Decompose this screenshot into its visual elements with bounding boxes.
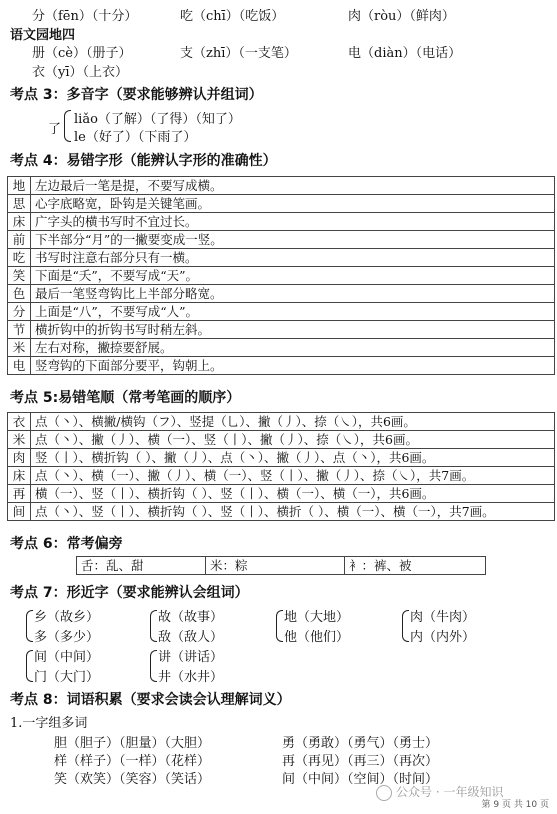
desc-cell: 横（一）、竖（丨）、横折钩（ ）、竖（丨）、横（一）、横（一），共6画。 (31, 485, 555, 503)
watermark-text: 公众号 · 一年级知识 (396, 785, 504, 799)
similar-char: 肉（牛肉） (410, 610, 476, 625)
similar-char: 门（大门） (34, 670, 100, 685)
table-row (8, 485, 555, 503)
table-row (8, 413, 555, 431)
desc-cell: 横折钩中的折钩书写时稍左斜。 (31, 321, 555, 339)
desc-cell: 竖（丨）、横折钩（ ）、撇（丿）、点（丶）、撇（丿）、点（丶），共6画。 (31, 449, 555, 467)
desc-cell: 点（丶）、横撇/横钩（フ）、竖提（乚）、撇（丿）、捺（㇏），共6画。 (31, 413, 555, 431)
top-row-3 (0, 61, 557, 79)
desc-cell: 最后一笔竖弯钩比上半部分略宽。 (31, 285, 555, 303)
similar-char: 乡（故乡） (34, 610, 100, 625)
char-cell: 衣 (8, 413, 31, 431)
char-cell: 吃 (8, 249, 31, 267)
similar-char: 井（水井） (158, 670, 224, 685)
desc-cell: 竖弯钩的下面部分要平，钩朝上。 (31, 357, 555, 375)
brace-icon (150, 650, 157, 682)
similar-char: 多（多少） (34, 630, 100, 645)
top-row-2 (0, 42, 557, 60)
sec7-title: 考点 7：形近字（要求能辨认会组词） (10, 585, 249, 601)
sec3-title: 考点 3：多音字（要求能够辨认并组词） (10, 87, 263, 103)
desc-cell: 下半部分“月”的一撇要变成一竖。 (31, 231, 555, 249)
char-cell: 再 (8, 485, 31, 503)
table-row (8, 195, 555, 213)
char-cell: 米 (8, 431, 31, 449)
similar-char: 地（大地） (284, 610, 350, 625)
char-cell: 笑 (8, 267, 31, 285)
word-group: 再（再见）（再三）（再次） (282, 754, 439, 769)
char-cell: 肉 (8, 449, 31, 467)
garden-title: 语文园地四 (10, 28, 76, 43)
char-cell: 米 (8, 339, 31, 357)
word-group: 间（中间）（空间）（时间） (282, 772, 439, 787)
table-row (8, 503, 555, 521)
word-item: 衣（yī）（上衣） (32, 65, 129, 80)
word-item: 肉（ròu）（鲜肉） (348, 9, 455, 24)
similar-char: 讲（讲话） (158, 650, 224, 665)
radical-cell: 衤：裤、被 (345, 557, 486, 575)
word-group: 胆（胆子）（胆量）（大胆） (54, 736, 211, 751)
table-row (8, 321, 555, 339)
desc-cell: 下面是“夭”，不要写成“天”。 (31, 267, 555, 285)
desc-cell: 心字底略宽，卧钩是关键笔画。 (31, 195, 555, 213)
stroke-order-table (7, 412, 555, 521)
table-row (8, 339, 555, 357)
radical-cell: 舌：乱、甜 (77, 557, 206, 575)
table-row (8, 177, 555, 195)
brace-icon (26, 650, 33, 682)
wechat-icon (376, 785, 392, 801)
word-item: 册（cè）（册子） (32, 46, 132, 61)
desc-cell: 点（丶）、撇（丿）、横（一）、竖（丨）、撇（丿）、捺（㇏），共6画。 (31, 431, 555, 449)
char-cell: 地 (8, 177, 31, 195)
char-cell: 思 (8, 195, 31, 213)
similar-char: 故（故事） (158, 610, 224, 625)
word-item: 吃（chī）（吃饭） (180, 9, 285, 24)
brace-icon (276, 610, 283, 642)
similar-char: 敌（敌人） (158, 630, 224, 645)
sec8-title: 考点 8：词语积累（要求会读会认理解词义） (10, 692, 291, 708)
radical-cell: 米：粽 (206, 557, 345, 575)
word-item: 电（diàn）（电话） (348, 46, 462, 61)
table-row (8, 249, 555, 267)
polyphone-char: 了 (48, 122, 62, 137)
similar-char: 他（他们） (284, 630, 350, 645)
table-row (8, 357, 555, 375)
page-footer: 第 9 页 共 10 页 (481, 800, 549, 810)
char-cell: 前 (8, 231, 31, 249)
brace-icon (402, 610, 409, 642)
radical-table (76, 556, 486, 575)
brace-icon (64, 110, 71, 142)
desc-cell: 上面是“八”，不要写成“人”。 (31, 303, 555, 321)
word-group: 勇（勇敢）（勇气）（勇士） (282, 736, 439, 751)
word-item: 支（zhī）（一支笔） (180, 46, 297, 61)
char-cell: 色 (8, 285, 31, 303)
brace-icon (150, 610, 157, 642)
polyphone-line-1: liǎo（了解）（了得）（知了） (74, 112, 241, 127)
char-cell: 电 (8, 357, 31, 375)
sec6-title: 考点 6：常考偏旁 (10, 536, 123, 552)
char-cell: 分 (8, 303, 31, 321)
table-row (8, 303, 555, 321)
polyphone-line-2: le（好了）（下雨了） (74, 130, 197, 145)
brace-icon (26, 610, 33, 642)
char-cell: 床 (8, 467, 31, 485)
similar-char: 间（中间） (34, 650, 100, 665)
word-group: 样（样子）（一样）（花样） (54, 754, 211, 769)
table-row (8, 431, 555, 449)
sec8-subtitle: 1.一字组多词 (10, 716, 88, 731)
sec5-title: 考点 5:易错笔顺（常考笔画的顺序） (10, 390, 241, 406)
desc-cell: 左右对称，撇捺要舒展。 (31, 339, 555, 357)
table-row (8, 449, 555, 467)
char-cell: 间 (8, 503, 31, 521)
desc-cell: 左边最后一笔是提，不要写成横。 (31, 177, 555, 195)
sec4-title: 考点 4：易错字形（能辨认字形的准确性） (10, 153, 277, 169)
similar-char: 内（内外） (410, 630, 476, 645)
desc-cell: 广字头的横书写时不宜过长。 (31, 213, 555, 231)
table-row (8, 285, 555, 303)
table-row (8, 267, 555, 285)
word-group: 笑（欢笑）（笑容）（笑话） (54, 772, 211, 787)
glyph-table (7, 176, 555, 375)
top-row-1 (0, 5, 557, 23)
char-cell: 节 (8, 321, 31, 339)
char-cell: 床 (8, 213, 31, 231)
desc-cell: 书写时注意右部分只有一横。 (31, 249, 555, 267)
word-item: 分（fēn）（十分） (32, 9, 138, 24)
table-row (8, 467, 555, 485)
desc-cell: 点（丶）、横（一）、撇（丿）、横（一）、竖（丨）、撇（丿）、捺（㇏），共7画。 (31, 467, 555, 485)
table-row (8, 213, 555, 231)
desc-cell: 点（丶）、竖（丨）、横折钩（ ）、竖（丨）、横折（ ）、横（一）、横（一），共7画。 (31, 503, 555, 521)
table-row (8, 231, 555, 249)
